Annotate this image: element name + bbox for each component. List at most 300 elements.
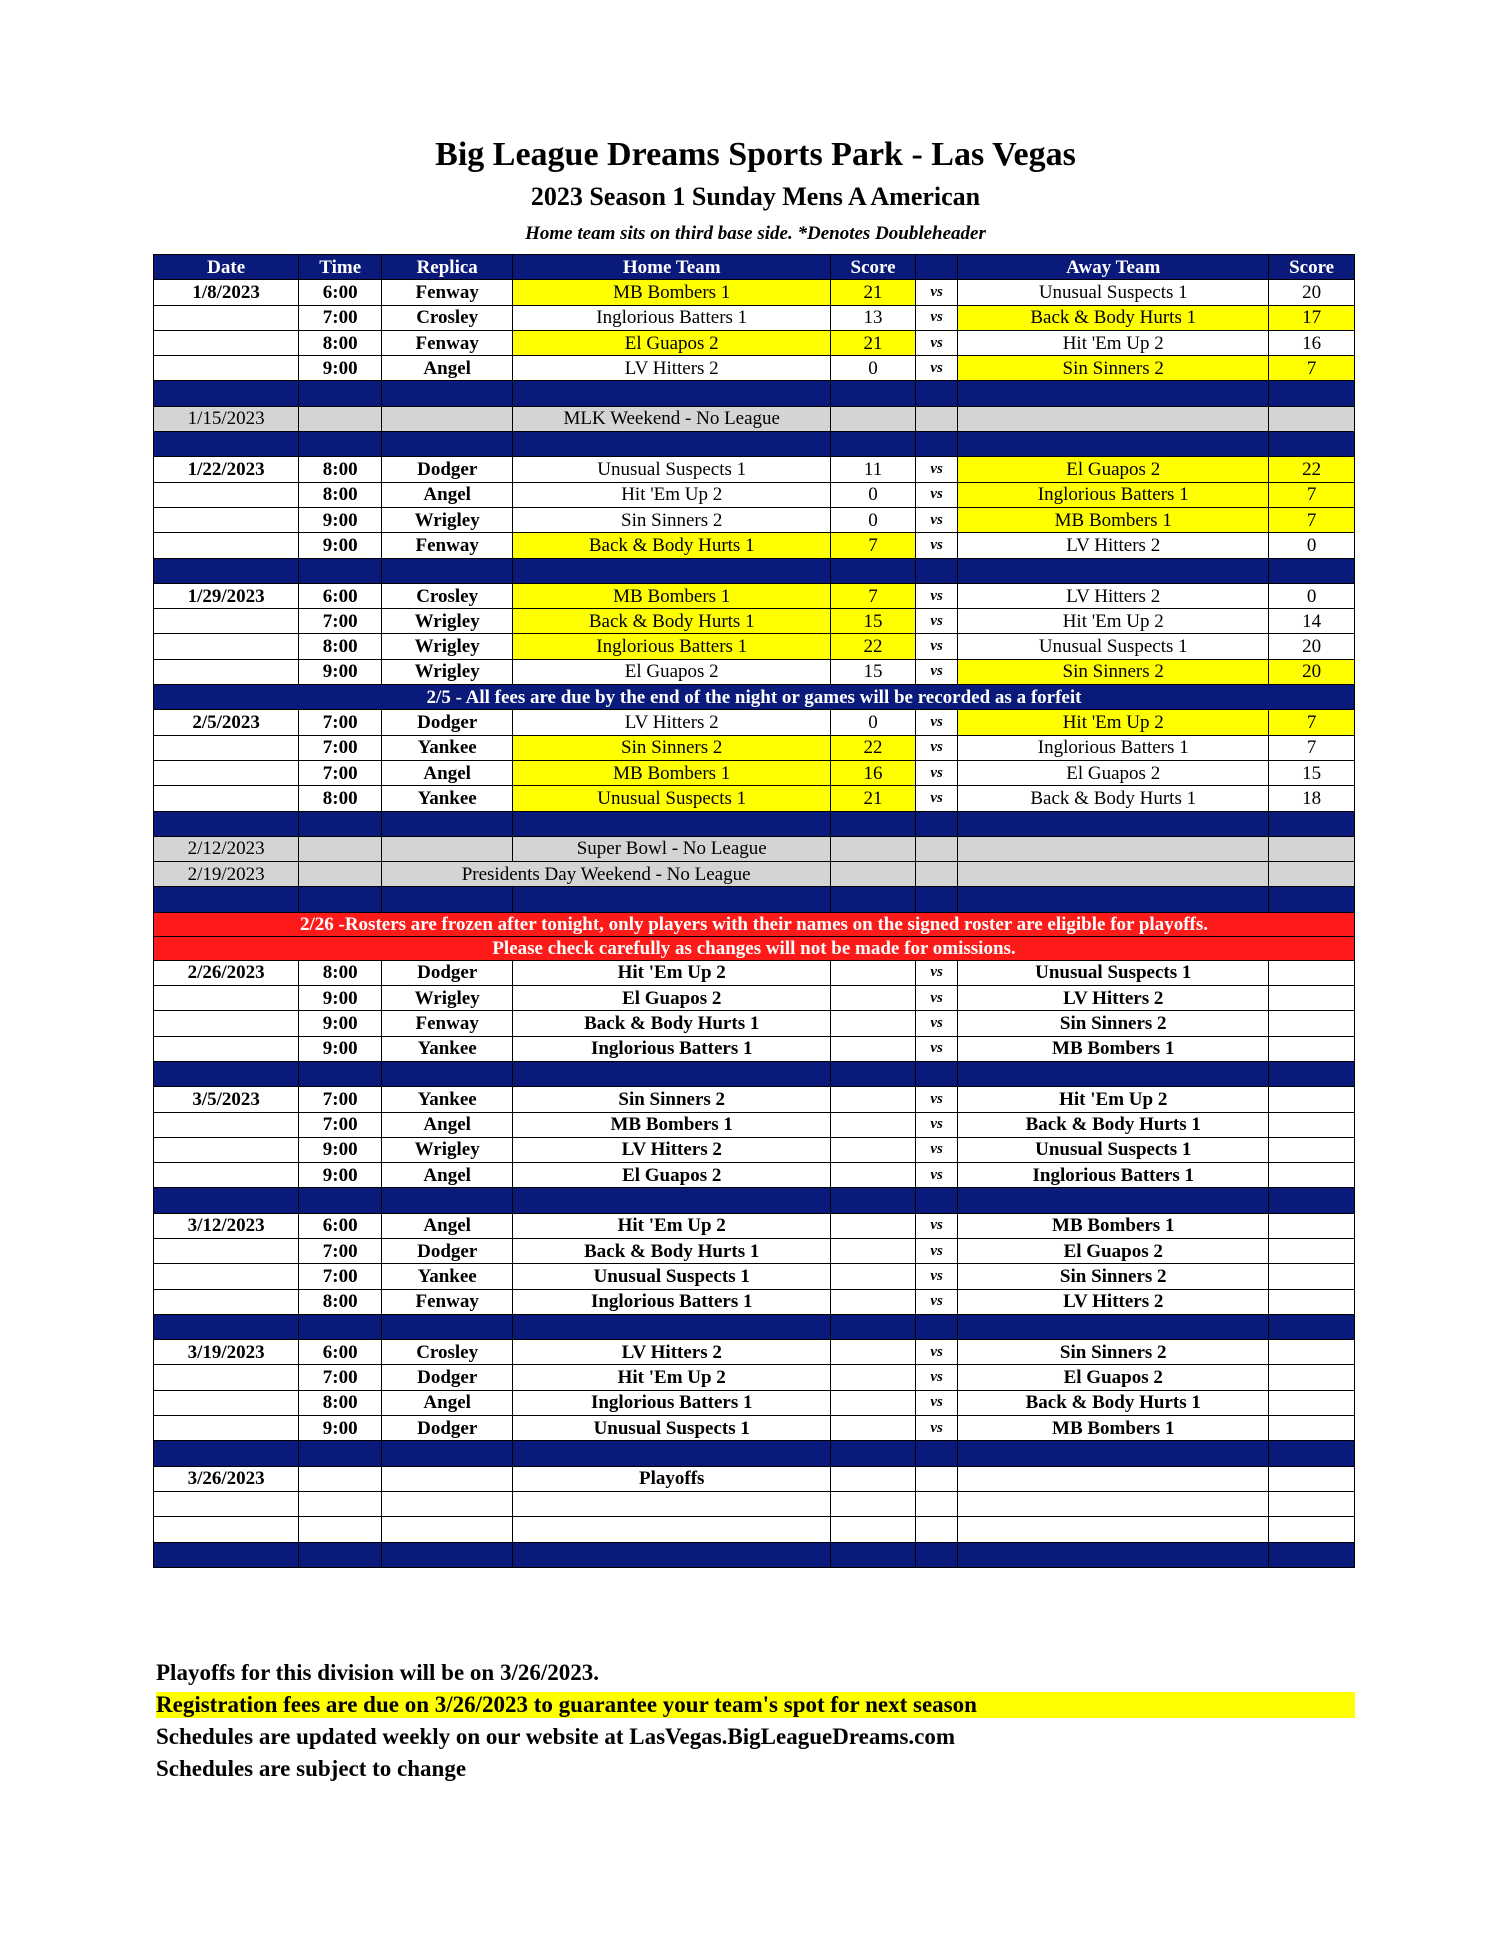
away-score: 20 [1269,280,1355,305]
game-row [154,1264,1355,1289]
game-row [154,1213,1355,1238]
game-row [154,1036,1355,1061]
away-team: Back & Body Hurts 1 [958,1112,1269,1137]
away-score [1269,1289,1355,1314]
game-date [154,1416,299,1441]
game-date [154,609,299,634]
away-team: Hit 'Em Up 2 [958,1087,1269,1112]
away-score: 22 [1269,457,1355,482]
home-team: LV Hitters 2 [513,356,831,381]
vs-label: vs [915,280,957,305]
vs-label: vs [915,786,957,811]
empty-cell [513,1491,831,1516]
away-team: Hit 'Em Up 2 [958,710,1269,735]
home-score [831,1036,916,1061]
home-team: Back & Body Hurts 1 [513,533,831,558]
playoffs-label: Playoffs [513,1466,831,1491]
empty-cell [513,1061,831,1086]
empty-cell [513,1188,831,1213]
game-field: Crosley [382,583,513,608]
game-row [154,330,1355,355]
empty-cell [831,432,916,457]
empty-cell [915,811,957,836]
home-score: 13 [831,305,916,330]
empty-cell [513,558,831,583]
empty-cell [299,381,382,406]
empty-cell [513,432,831,457]
vs-label: vs [915,356,957,381]
home-score [831,1238,916,1263]
game-field: Crosley [382,1340,513,1365]
empty-cell [958,1491,1269,1516]
away-score [1269,1238,1355,1263]
game-field: Fenway [382,1011,513,1036]
col-header-away-team: Away Team [958,255,1269,280]
away-score: 14 [1269,609,1355,634]
home-team: Unusual Suspects 1 [513,1416,831,1441]
roster-notice: 2/26 -Rosters are frozen after tonight, only players with their names on the signed roster are eligible for playoffs. [154,912,1355,936]
home-team: Inglorious Batters 1 [513,305,831,330]
game-time: 7:00 [299,1112,382,1137]
empty-cell [958,1314,1269,1339]
game-date: 2/26/2023 [154,960,299,985]
game-date [154,760,299,785]
home-score [831,1011,916,1036]
vs-label: vs [915,1416,957,1441]
empty-cell [915,558,957,583]
away-team: El Guapos 2 [958,1365,1269,1390]
empty-cell [831,1061,916,1086]
away-team: Unusual Suspects 1 [958,634,1269,659]
empty-cell [915,862,957,887]
separator-row [154,381,1355,406]
game-date [154,330,299,355]
away-score [1269,1264,1355,1289]
home-score: 16 [831,760,916,785]
game-field: Angel [382,1163,513,1188]
empty-cell [382,1542,513,1567]
game-field: Dodger [382,1238,513,1263]
vs-label: vs [915,1112,957,1137]
empty-cell [915,406,957,431]
empty-cell [958,836,1269,861]
empty-cell [382,1517,513,1542]
empty-cell [154,558,299,583]
game-date: 1/22/2023 [154,457,299,482]
empty-cell [1269,1188,1355,1213]
vs-label: vs [915,1289,957,1314]
home-score [831,1112,916,1137]
blank-row [154,1491,1355,1516]
away-team: Hit 'Em Up 2 [958,609,1269,634]
home-team: LV Hitters 2 [513,1340,831,1365]
empty-cell [915,1314,957,1339]
game-row [154,760,1355,785]
empty-cell [382,1491,513,1516]
no-league-label: Presidents Day Weekend - No League [382,862,831,887]
game-date: 1/29/2023 [154,583,299,608]
game-field: Angel [382,1390,513,1415]
empty-cell [831,1314,916,1339]
vs-label: vs [915,710,957,735]
empty-cell [154,887,299,912]
away-score: 16 [1269,330,1355,355]
empty-cell [382,1061,513,1086]
game-field: Dodger [382,960,513,985]
empty-cell [513,1314,831,1339]
blank-row [154,1517,1355,1542]
empty-cell [831,1542,916,1567]
empty-cell [299,811,382,836]
vs-label: vs [915,735,957,760]
empty-cell [1269,836,1355,861]
empty-cell [382,381,513,406]
empty-cell [299,406,382,431]
away-team: Sin Sinners 2 [958,659,1269,684]
game-time: 8:00 [299,457,382,482]
home-score [831,960,916,985]
game-time: 7:00 [299,760,382,785]
game-row [154,1137,1355,1162]
vs-label: vs [915,1365,957,1390]
game-date: 3/12/2023 [154,1213,299,1238]
game-row [154,482,1355,507]
col-header-time: Time [299,255,382,280]
away-score: 7 [1269,710,1355,735]
game-field: Angel [382,356,513,381]
game-time: 6:00 [299,583,382,608]
home-team: Unusual Suspects 1 [513,1264,831,1289]
away-team: El Guapos 2 [958,1238,1269,1263]
home-team: MB Bombers 1 [513,760,831,785]
away-score: 20 [1269,659,1355,684]
away-team: Sin Sinners 2 [958,1264,1269,1289]
empty-cell [154,1491,299,1516]
home-score: 15 [831,609,916,634]
empty-cell [1269,1491,1355,1516]
game-row [154,609,1355,634]
away-team: LV Hitters 2 [958,533,1269,558]
empty-cell [299,558,382,583]
empty-cell [831,1517,916,1542]
away-score: 17 [1269,305,1355,330]
empty-cell [958,381,1269,406]
off-date: 2/19/2023 [154,862,299,887]
away-score: 18 [1269,786,1355,811]
game-field: Wrigley [382,1137,513,1162]
empty-cell [1269,862,1355,887]
empty-cell [958,1441,1269,1466]
empty-cell [831,558,916,583]
home-team: MB Bombers 1 [513,583,831,608]
game-time: 8:00 [299,786,382,811]
footer-playoffs-note: Playoffs for this division will be on 3/26/2023. [156,1660,600,1685]
game-date: 2/5/2023 [154,710,299,735]
game-time: 7:00 [299,1264,382,1289]
col-header-home-team: Home Team [513,255,831,280]
separator-row [154,1542,1355,1567]
vs-label: vs [915,583,957,608]
game-row [154,1087,1355,1112]
home-team: MB Bombers 1 [513,280,831,305]
home-team: Hit 'Em Up 2 [513,482,831,507]
col-header-away-score: Score [1269,255,1355,280]
game-time: 7:00 [299,735,382,760]
home-score: 0 [831,356,916,381]
game-date [154,1036,299,1061]
separator-row [154,1441,1355,1466]
empty-cell [299,1517,382,1542]
away-score: 0 [1269,583,1355,608]
empty-cell [513,1517,831,1542]
vs-label: vs [915,634,957,659]
away-team: MB Bombers 1 [958,1036,1269,1061]
away-team: Hit 'Em Up 2 [958,330,1269,355]
away-team: MB Bombers 1 [958,1416,1269,1441]
empty-cell [831,836,916,861]
home-team: Sin Sinners 2 [513,1087,831,1112]
empty-cell [513,811,831,836]
no-league-label: MLK Weekend - No League [513,406,831,431]
game-field: Wrigley [382,986,513,1011]
game-time: 7:00 [299,710,382,735]
game-date [154,786,299,811]
game-row [154,1289,1355,1314]
empty-cell [831,1188,916,1213]
game-time: 6:00 [299,280,382,305]
vs-label: vs [915,609,957,634]
empty-cell [915,381,957,406]
game-field: Angel [382,1213,513,1238]
empty-cell [958,558,1269,583]
home-team: MB Bombers 1 [513,1112,831,1137]
game-time: 9:00 [299,507,382,532]
separator-row [154,887,1355,912]
away-team: Unusual Suspects 1 [958,1137,1269,1162]
roster-notice-row [154,912,1355,936]
empty-cell [382,1188,513,1213]
game-row [154,457,1355,482]
game-row [154,1112,1355,1137]
page-title: Big League Dreams Sports Park - Las Vegas [435,136,1076,173]
game-time: 8:00 [299,1390,382,1415]
separator-row [154,1188,1355,1213]
game-field: Angel [382,482,513,507]
no-league-label: Super Bowl - No League [513,836,831,861]
vs-label: vs [915,1036,957,1061]
game-field: Wrigley [382,634,513,659]
game-row [154,986,1355,1011]
home-score: 0 [831,507,916,532]
home-team: Unusual Suspects 1 [513,457,831,482]
game-row [154,634,1355,659]
game-date [154,482,299,507]
empty-cell [1269,1314,1355,1339]
away-team: El Guapos 2 [958,457,1269,482]
home-team: Hit 'Em Up 2 [513,1365,831,1390]
empty-cell [299,862,382,887]
home-team: El Guapos 2 [513,330,831,355]
game-time: 8:00 [299,634,382,659]
game-time: 7:00 [299,1365,382,1390]
home-score [831,1137,916,1162]
empty-cell [915,1517,957,1542]
game-row [154,305,1355,330]
empty-cell [299,887,382,912]
vs-label: vs [915,1264,957,1289]
vs-label: vs [915,330,957,355]
game-row [154,1163,1355,1188]
game-date [154,533,299,558]
game-row [154,735,1355,760]
home-score [831,986,916,1011]
home-score [831,1213,916,1238]
game-field: Dodger [382,1416,513,1441]
empty-cell [299,1314,382,1339]
off-date: 2/12/2023 [154,836,299,861]
game-row [154,786,1355,811]
empty-cell [154,1517,299,1542]
home-score: 11 [831,457,916,482]
away-team: Unusual Suspects 1 [958,960,1269,985]
game-row [154,533,1355,558]
empty-cell [154,1314,299,1339]
game-row [154,960,1355,985]
home-team: El Guapos 2 [513,1163,831,1188]
away-team: MB Bombers 1 [958,1213,1269,1238]
away-team: Inglorious Batters 1 [958,482,1269,507]
away-score [1269,1416,1355,1441]
game-field: Wrigley [382,609,513,634]
col-header-home-score: Score [831,255,916,280]
home-team: Inglorious Batters 1 [513,1289,831,1314]
game-time: 9:00 [299,1011,382,1036]
away-score: 7 [1269,356,1355,381]
game-field: Wrigley [382,659,513,684]
game-row [154,507,1355,532]
game-row [154,1416,1355,1441]
away-team: MB Bombers 1 [958,507,1269,532]
game-field: Yankee [382,735,513,760]
game-row [154,1011,1355,1036]
home-score [831,1416,916,1441]
game-field: Fenway [382,533,513,558]
game-field: Yankee [382,1036,513,1061]
page-subtitle: 2023 Season 1 Sunday Mens A American [530,182,981,211]
empty-cell [915,836,957,861]
empty-cell [915,887,957,912]
empty-cell [915,1061,957,1086]
vs-label: vs [915,1238,957,1263]
game-field: Angel [382,1112,513,1137]
home-team: El Guapos 2 [513,986,831,1011]
home-score [831,1289,916,1314]
game-time: 7:00 [299,305,382,330]
empty-cell [915,1491,957,1516]
game-date [154,1238,299,1263]
empty-cell [382,1466,513,1491]
empty-cell [513,887,831,912]
game-date [154,1264,299,1289]
game-field: Fenway [382,280,513,305]
fees-notice: 2/5 - All fees are due by the end of the night or games will be recorded as a forfeit [154,685,1355,710]
away-team: Sin Sinners 2 [958,1011,1269,1036]
schedule-table [153,254,1355,1568]
game-field: Dodger [382,710,513,735]
game-row [154,1238,1355,1263]
empty-cell [1269,1542,1355,1567]
game-field: Wrigley [382,507,513,532]
empty-cell [958,406,1269,431]
away-score [1269,1112,1355,1137]
vs-label: vs [915,507,957,532]
away-score [1269,1011,1355,1036]
away-score [1269,1137,1355,1162]
empty-cell [1269,887,1355,912]
game-row [154,280,1355,305]
away-team: LV Hitters 2 [958,986,1269,1011]
game-date [154,1365,299,1390]
no-league-row [154,406,1355,431]
game-date [154,1390,299,1415]
game-time: 9:00 [299,1416,382,1441]
away-team: Inglorious Batters 1 [958,1163,1269,1188]
col-header-replica: Replica [382,255,513,280]
home-score: 15 [831,659,916,684]
game-time: 9:00 [299,1137,382,1162]
empty-cell [1269,558,1355,583]
empty-cell [382,1314,513,1339]
game-time: 7:00 [299,1087,382,1112]
off-date: 1/15/2023 [154,406,299,431]
home-score [831,1340,916,1365]
vs-label: vs [915,482,957,507]
away-team: Sin Sinners 2 [958,356,1269,381]
away-score [1269,1036,1355,1061]
home-team: Sin Sinners 2 [513,735,831,760]
fees-notice-row [154,685,1355,710]
empty-cell [958,1466,1269,1491]
game-date [154,634,299,659]
empty-cell [831,1441,916,1466]
away-score: 7 [1269,507,1355,532]
home-score: 0 [831,482,916,507]
game-time: 8:00 [299,482,382,507]
empty-cell [1269,1517,1355,1542]
empty-cell [958,1061,1269,1086]
home-team: Sin Sinners 2 [513,507,831,532]
roster-notice: Please check carefully as changes will not be made for omissions. [154,936,1355,960]
away-score [1269,1365,1355,1390]
playoffs-row [154,1466,1355,1491]
empty-cell [513,381,831,406]
empty-cell [915,432,957,457]
empty-cell [154,811,299,836]
empty-cell [299,1061,382,1086]
empty-cell [915,1441,957,1466]
empty-cell [382,558,513,583]
game-date [154,356,299,381]
empty-cell [154,1542,299,1567]
separator-row [154,558,1355,583]
empty-cell [958,1542,1269,1567]
footer-change-note: Schedules are subject to change [156,1756,467,1781]
game-date [154,305,299,330]
empty-cell [382,406,513,431]
away-score: 7 [1269,482,1355,507]
empty-cell [299,1466,382,1491]
home-score [831,1390,916,1415]
